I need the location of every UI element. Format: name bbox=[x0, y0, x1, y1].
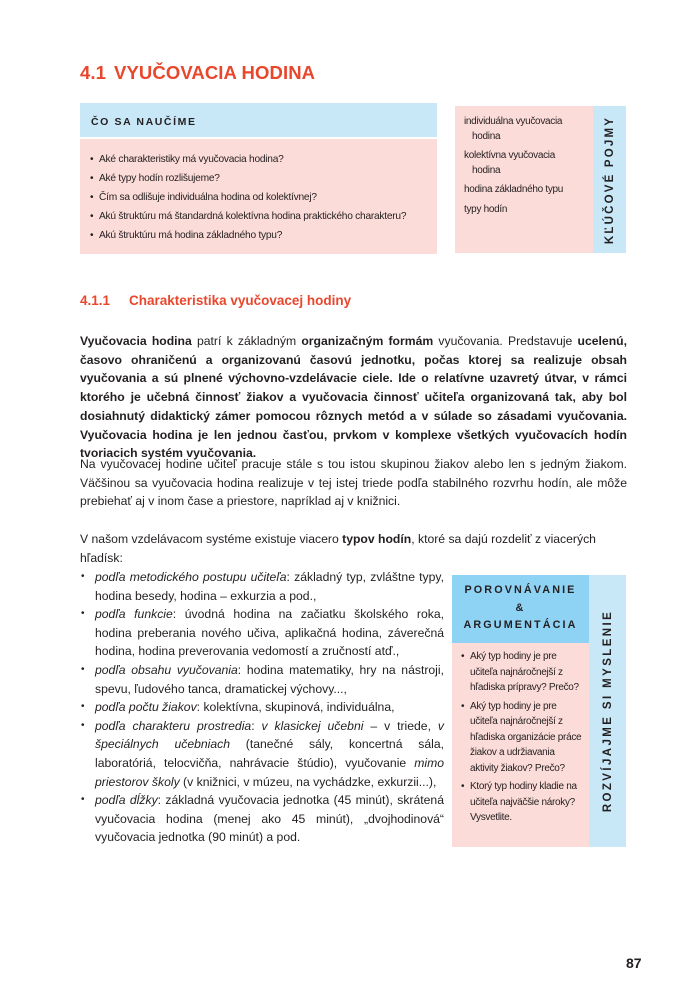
sidebar-questions bbox=[461, 649, 583, 826]
criterion: podľa počtu žiakov bbox=[95, 700, 197, 715]
criterion: podľa dĺžky bbox=[95, 793, 158, 808]
sidebar-heading-line: POROVNÁVANIE bbox=[464, 584, 577, 596]
key-term-line: hodina základného typu bbox=[464, 184, 564, 195]
sidebar-label-strip bbox=[589, 575, 626, 847]
criterion-values: : základný typ, zvláštne typy, hodina besedy, hodina – exkurzia a pod., bbox=[95, 570, 444, 603]
lesson-type-item bbox=[80, 568, 444, 605]
criterion-values: : základná vyučovacia jednotka (45 minút), skrátená vyučovacia hodina (menej ako 45 minút), „dvojhodinová“ vyučovacia jednotka (90 minút) a pod. bbox=[95, 793, 444, 845]
chapter-title-text: VYUČOVACIA HODINA bbox=[114, 62, 316, 83]
text-run: (tanečné sály, koncertná sála, laboratóriá, telocvičňa, nahrávacie štúdio), vyučovanie bbox=[95, 737, 444, 770]
sidebar-heading bbox=[452, 575, 589, 643]
sidebar-heading-line: & bbox=[515, 601, 526, 614]
key-term-line: hodina bbox=[472, 130, 501, 142]
learn-questions bbox=[90, 150, 437, 245]
lesson-type-item bbox=[80, 661, 444, 698]
section-title bbox=[80, 293, 351, 308]
lesson-type-item bbox=[80, 791, 444, 847]
key-terms-label-strip bbox=[593, 106, 626, 253]
criterion: podľa obsahu vyučovania bbox=[95, 662, 238, 677]
sidebar-question: • Ktorý typ hodiny kladie na učiteľa najväčšie nároky? Vysvetlite. bbox=[461, 779, 583, 826]
key-term-line: typy hodín bbox=[464, 203, 508, 215]
chapter-number: 4.1 bbox=[80, 62, 107, 83]
learn-question: • Čím sa odlišuje individuálna hodina od kolektívnej? bbox=[90, 188, 437, 207]
paragraph-definition bbox=[80, 332, 627, 463]
key-term bbox=[464, 115, 589, 144]
italic-term: v klasickej učebni bbox=[261, 718, 364, 733]
key-term-line: hodina bbox=[472, 164, 501, 176]
key-term bbox=[464, 183, 589, 198]
criterion-values: : hodina matematiky, hry na nástroji, spevu, ľudového tanca, dramatickej výchovy..., bbox=[95, 662, 444, 696]
criterion: podľa charakteru prostredia bbox=[95, 718, 252, 733]
page-number: 87 bbox=[626, 955, 642, 971]
sidebar-label: ROZVÍJAJME SI MYSLENIE bbox=[601, 609, 614, 813]
key-terms-list bbox=[455, 106, 593, 253]
learn-box bbox=[80, 103, 437, 254]
bold-term: typov hodín bbox=[342, 532, 412, 546]
sidebar-content bbox=[452, 575, 589, 847]
text-run: patrí k základným bbox=[191, 334, 302, 348]
key-terms-label: KĽÚČOVÉ POJMY bbox=[603, 115, 616, 244]
lesson-type-item bbox=[80, 605, 444, 661]
sidebar-body bbox=[452, 643, 589, 847]
sidebar-heading-line: ARGUMENTÁCIA bbox=[463, 619, 578, 631]
paragraph-types-intro bbox=[80, 530, 627, 567]
sidebar-question: • Aký typ hodiny je pre učiteľa najnáročnejší z hľadiska prípravy? Prečo? bbox=[461, 649, 583, 696]
learn-question: • Akú štruktúru má hodina základného typu? bbox=[90, 226, 437, 245]
key-term-line: individuálna vyučovacia bbox=[464, 116, 563, 127]
key-term bbox=[464, 149, 589, 178]
lesson-types-list bbox=[80, 568, 444, 847]
criterion: podľa metodického postupu učiteľa bbox=[95, 570, 287, 584]
key-term bbox=[464, 203, 589, 218]
bold-definition: ucelenú, časovo ohraničenú a organizovanú časovú jednotku, počas ktorej sa realizuje obsah vyučovania a sú plnené výchovno-vzdelávacie ciele. Ide o relatívne uzavretý útvar, v rámci ktorého je učebná činnosť žiakov a vyučovacia činnosť učiteľa organizovaná tak, aby bol dosiahnutý didaktický zámer pomocou rôznych metód a v súlade so zásadami vyučovania. Vyučovacia hodina je len jednou časťou, prvkom v komplexe všetkých vyučovacích hodín tvoriacich systém vyučovania. bbox=[80, 334, 627, 461]
italic-term: v špeciálnych učebniach bbox=[95, 718, 444, 752]
thinking-sidebar bbox=[452, 575, 626, 847]
section-title-text: Charakteristika vyučovacej hodiny bbox=[129, 293, 352, 308]
key-terms-box bbox=[455, 106, 626, 253]
learn-question: • Aké charakteristiky má vyučovacia hodina? bbox=[90, 150, 437, 169]
lesson-type-item bbox=[80, 717, 444, 791]
learn-box-body bbox=[80, 139, 437, 254]
learn-box-heading: ČO SA NAUČÍME bbox=[80, 103, 437, 137]
sidebar-question: • Aký typ hodiny je pre učiteľa najnáročnejší z hľadiska organizácie práce žiakov a udržiavania aktivity žiakov? Prečo? bbox=[461, 699, 583, 777]
text-run: V našom vzdelávacom systéme existuje viacero bbox=[80, 532, 343, 546]
bold-term: Vyučovacia hodina bbox=[80, 334, 192, 348]
text-run: (v knižnici, v múzeu, na vychádzke, exkurzii...), bbox=[179, 774, 437, 789]
chapter-title bbox=[80, 62, 315, 84]
text-run: – v triede, bbox=[363, 718, 438, 733]
criterion-values: : kolektívna, skupinová, individuálna, bbox=[196, 700, 395, 715]
italic-term: mimo priestorov školy bbox=[95, 755, 444, 789]
section-number: 4.1.1 bbox=[80, 293, 111, 308]
key-term-line: kolektívna vyučovacia bbox=[464, 150, 555, 161]
paragraph-context: Na vyučovacej hodine učiteľ pracuje stále s tou istou skupinou žiakov alebo len s jedným žiakom. Väčšinou sa vyučovacia hodina realizuje v tej istej triede podľa stabilného rozvrhu hodín, ale môže prebiehať aj v inom čase a priestore, napríklad aj v knižnici. bbox=[80, 457, 627, 509]
learn-question: • Akú štruktúru má štandardná kolektívna hodina praktického charakteru? bbox=[90, 207, 437, 226]
text-run: , ktoré sa dajú rozdeliť z viacerých hľadísk: bbox=[80, 532, 596, 565]
lesson-type-item bbox=[80, 698, 444, 717]
criterion-values: : bbox=[251, 718, 262, 733]
bold-term: organizačným formám bbox=[301, 334, 434, 348]
text-run: vyučovania. Predstavuje bbox=[433, 334, 578, 348]
criterion-values: : úvodná hodina na začiatku školského roka, hodina preberania nového učiva, aplikačná hodina, záverečná hodina, hodina preverovania vedomostí a zručností atď., bbox=[95, 607, 445, 659]
criterion: podľa funkcie bbox=[95, 607, 173, 622]
learn-question: • Aké typy hodín rozlišujeme? bbox=[90, 169, 437, 188]
